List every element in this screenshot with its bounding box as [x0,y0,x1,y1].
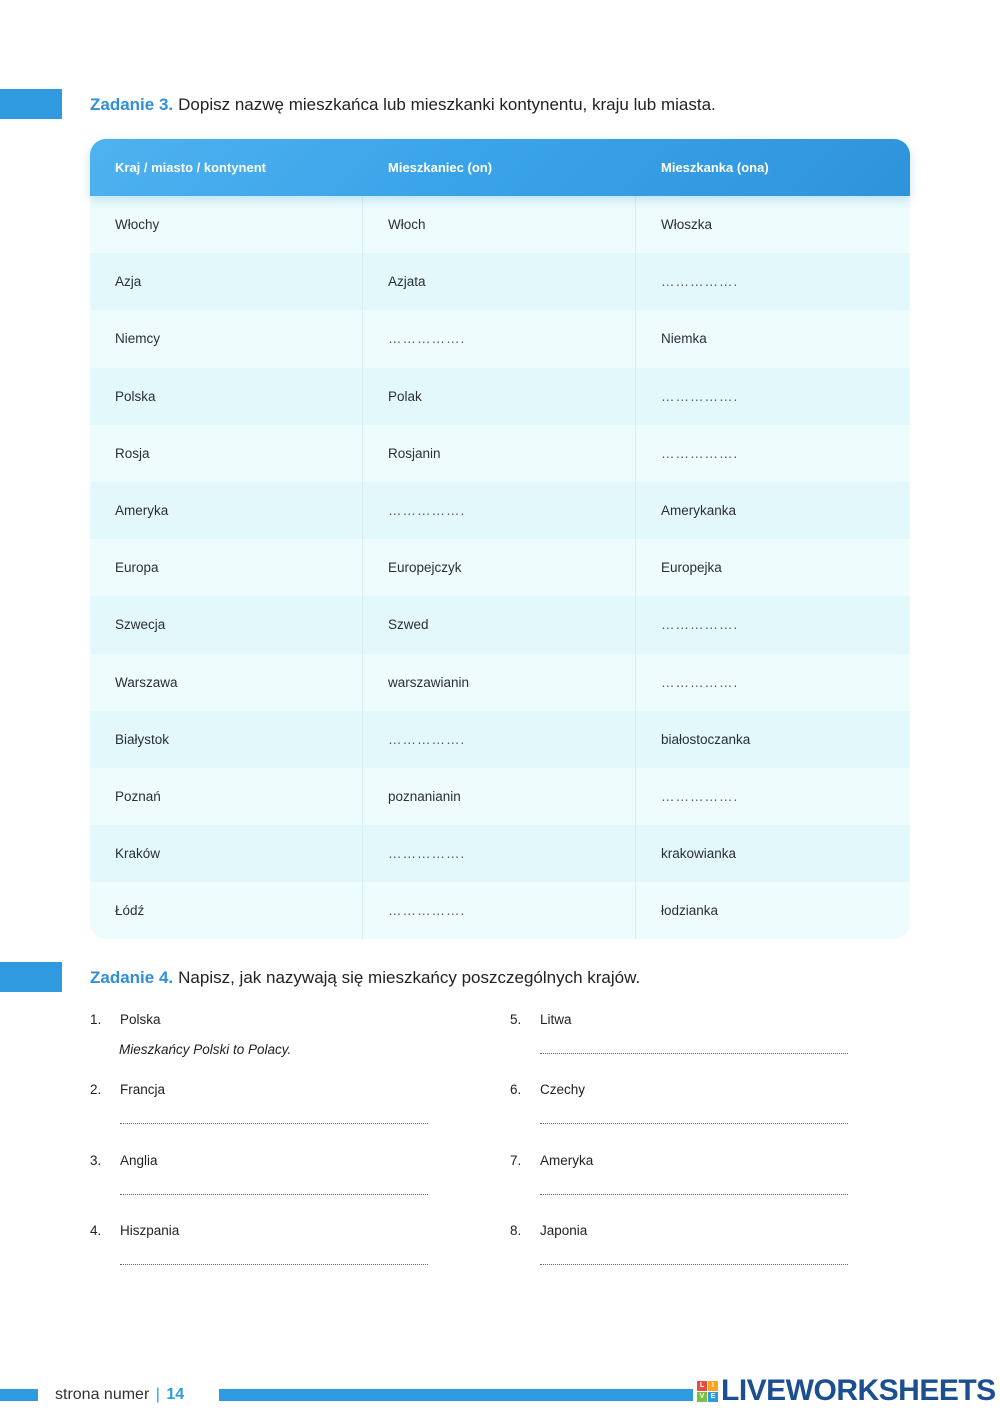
page-number [55,1386,184,1404]
table-cell-wrapper [636,711,910,768]
logo-mark-icon [697,1381,718,1402]
task3-label: Zadanie 3. [90,95,174,114]
table-cell-wrapper [90,654,363,711]
table-cell-wrapper [363,768,636,825]
section-marker [0,962,62,992]
table-body [90,196,910,939]
table-cell-wrapper [636,882,910,939]
table-cell-wrapper [636,768,910,825]
table-cell-wrapper [363,253,636,310]
table-cell: Warszawa [115,674,178,690]
table-cell: Ameryka [115,503,169,519]
blank-answer[interactable]: ……………. [661,445,739,461]
table-cell-wrapper [363,596,636,653]
table-cell-wrapper [363,482,636,539]
item-word: Francja [120,1082,166,1097]
table-cell: Kraków [115,846,161,862]
answer-line[interactable] [540,1053,848,1054]
task4-label: Zadanie 4. [90,968,174,987]
item-word: Japonia [540,1223,588,1238]
table-cell-wrapper [636,482,910,539]
table-cell-wrapper [363,425,636,482]
table-cell: krakowianka [661,846,737,862]
table-cell: białostoczanka [661,731,751,747]
table-cell-wrapper [90,539,363,596]
table-cell: Azja [115,274,142,290]
task4-instruction: Napisz, jak nazywają się mieszkańcy poszczególnych krajów. [178,968,641,987]
logo-letter: I [708,1381,718,1391]
logo-text: LIVEWORKSHEETS [721,1374,996,1407]
table-cell: Europa [115,560,159,576]
table-row [90,368,910,425]
table-cell-wrapper [636,425,910,482]
table-cell: Niemcy [115,331,161,347]
table-row [90,882,910,939]
table-cell: Polak [388,388,422,404]
table-cell: Włoszka [661,217,713,233]
table-cell: Rosjanin [388,445,441,461]
table-cell: Europejka [661,560,722,576]
table-cell: Amerykanka [661,503,737,519]
item-word: Polska [120,1012,161,1027]
section-marker [0,89,62,119]
table-cell-wrapper [90,368,363,425]
blank-answer[interactable]: ……………. [661,274,739,290]
table-cell: Szwed [388,617,429,633]
item-number: 7. [510,1153,522,1168]
liveworksheets-logo[interactable] [693,1374,1000,1408]
task3-instruction: Dopisz nazwę mieszkańca lub mieszkanki kontynentu, kraju lub miasta. [178,95,716,114]
blank-answer[interactable]: ……………. [661,388,739,404]
table-cell-wrapper [90,711,363,768]
logo-letter: E [708,1392,718,1402]
footer-bar-left [0,1389,38,1401]
table-cell-wrapper [636,654,910,711]
table-cell-wrapper [363,654,636,711]
table-cell: Białystok [115,731,170,747]
header-female: Mieszkanka (ona) [661,160,769,175]
header-male: Mieszkaniec (on) [388,160,493,175]
page-number-value: 14 [166,1386,185,1403]
blank-answer[interactable]: ……………. [661,674,739,690]
table-cell: Polska [115,388,156,404]
answer-line[interactable] [540,1194,848,1195]
table-row [90,654,910,711]
item-number: 6. [510,1082,522,1097]
table-cell-wrapper [636,310,910,367]
task3-heading [90,95,716,115]
table-header [90,139,910,196]
table-cell-wrapper [90,310,363,367]
table-cell-wrapper [90,425,363,482]
table-cell-wrapper [90,482,363,539]
table-cell-wrapper [363,711,636,768]
blank-answer[interactable]: ……………. [388,846,466,862]
logo-letter: V [697,1392,707,1402]
table-cell-wrapper [363,882,636,939]
table-cell-wrapper [90,768,363,825]
answer-line[interactable] [120,1123,428,1124]
item-word: Hiszpania [120,1223,180,1238]
table-row [90,196,910,253]
table-row [90,425,910,482]
item-number: 5. [510,1012,522,1027]
answer-line[interactable] [120,1194,428,1195]
item-word: Czechy [540,1082,586,1097]
table-cell-wrapper [363,196,636,253]
table-row [90,768,910,825]
table-cell: Europejczyk [388,560,462,576]
header-place: Kraj / miasto / kontynent [115,160,266,175]
item-number: 2. [90,1082,102,1097]
table-cell-wrapper [636,253,910,310]
blank-answer[interactable]: ……………. [388,331,466,347]
table-cell-wrapper [363,539,636,596]
table-cell: Poznań [115,788,161,804]
answer-line[interactable] [540,1264,848,1265]
table-cell: Włoch [388,217,426,233]
footer-separator: | [155,1386,160,1403]
footer-text: strona numer [55,1386,150,1403]
table-cell-wrapper [636,539,910,596]
table-row [90,711,910,768]
table-cell: Łódź [115,903,145,919]
item-word: Anglia [120,1153,158,1168]
table-cell: łodzianka [661,903,719,919]
table-cell-wrapper [636,596,910,653]
table-row [90,253,910,310]
item-word: Ameryka [540,1153,594,1168]
task4-heading [90,968,640,988]
table-cell-wrapper [636,196,910,253]
table-cell-wrapper [90,882,363,939]
item-word: Litwa [540,1012,572,1027]
table-cell: Azjata [388,274,426,290]
table-cell: Szwecja [115,617,166,633]
table-row [90,539,910,596]
item-number: 4. [90,1223,102,1238]
table-cell-wrapper [363,368,636,425]
answer-line[interactable] [120,1264,428,1265]
table-cell: Rosja [115,445,150,461]
table-cell-wrapper [90,196,363,253]
item-number: 1. [90,1012,102,1027]
item-number: 8. [510,1223,522,1238]
table-cell-wrapper [636,825,910,882]
blank-answer[interactable]: ……………. [661,788,739,804]
answer-line[interactable] [540,1123,848,1124]
logo-letter: L [697,1381,707,1391]
blank-answer[interactable]: ……………. [388,731,466,747]
table-row [90,825,910,882]
table-cell-wrapper [636,368,910,425]
table-cell: Włochy [115,217,160,233]
table-cell-wrapper [90,253,363,310]
example-answer: Mieszkańcy Polski to Polacy. [119,1042,292,1057]
table-cell: warszawianin [388,674,470,690]
table-row [90,596,910,653]
table-cell-wrapper [90,596,363,653]
table-cell-wrapper [363,825,636,882]
table-cell: Niemka [661,331,707,347]
inhabitants-table [90,139,910,939]
table-row [90,310,910,367]
item-number: 3. [90,1153,102,1168]
table-cell-wrapper [90,825,363,882]
blank-answer[interactable]: ……………. [388,503,466,519]
blank-answer[interactable]: ……………. [661,617,739,633]
blank-answer[interactable]: ……………. [388,903,466,919]
table-row [90,482,910,539]
table-cell-wrapper [363,310,636,367]
table-cell: poznanianin [388,788,461,804]
